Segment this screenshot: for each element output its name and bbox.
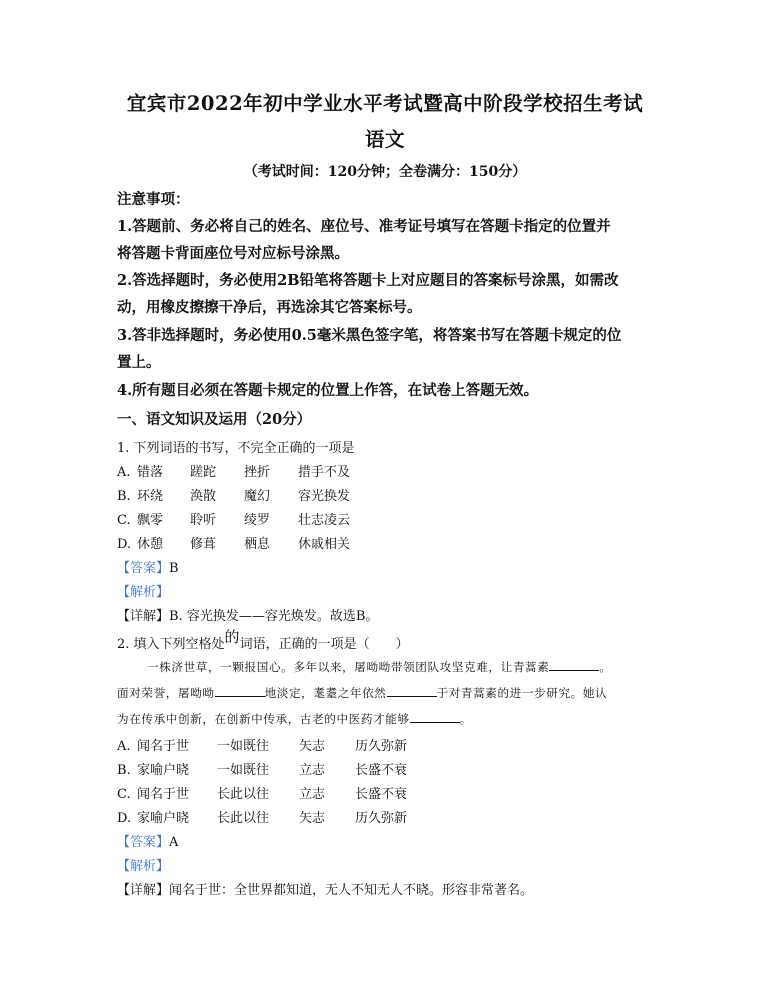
note-2a: 2.答选择题时，务必使用2B铅笔将答题卡上对应题目的答案标号涂黑，如需改 (117, 272, 619, 289)
q1-option-b: B. 环绕 涣散 魔幻 容光换发 (117, 489, 351, 504)
q2-answer (117, 831, 178, 850)
note-2b: 动，用橡皮擦擦干净后，再选涂其它答案标号。 (117, 299, 422, 316)
note-1a: 1.答题前、务必将自己的姓名、座位号、准考证号填写在答题卡指定的位置并 (117, 218, 611, 235)
exam-title: 宜宾市2022年初中学业水平考试暨高中阶段学校招生考试 (126, 92, 644, 115)
detail-tag: 【详解】 (117, 609, 170, 624)
q2-passage-line-1: 一株济世草，一颗报国心。多年以来，屠呦呦带领团队攻坚克难，让青蒿素 。 (147, 660, 612, 674)
q2-passage-line-3: 为在传承中创新，在创新中传承，古老的中医药才能够 。 (117, 712, 472, 726)
q1-option-c: C. 飘零 聆听 绫罗 壮志凌云 (117, 513, 351, 528)
exam-info: （考试时间：120分钟；全卷满分：150分） (243, 164, 527, 180)
answer-value: A (169, 835, 179, 850)
detail-text: 闻名于世：全世界都知道，无人不知无人不晓。形容非常著名。 (169, 883, 534, 898)
q1-option-a: A. 错落 蹉跎 挫折 措手不及 (117, 465, 351, 480)
detail-tag: 【详解】 (117, 883, 170, 898)
note-3b: 置上。 (117, 354, 161, 371)
q2-stem: 2. 填入下列空格处的词语，正确的一项是（ ） (117, 628, 409, 652)
answer-tag: 【答案】 (117, 561, 170, 576)
detail-text: B. 容光换发——容光焕发。故选B。 (169, 609, 379, 624)
q2-option-d: D. 家喻户晓 长此以往 矢志 历久弥新 (117, 811, 408, 826)
q1-analysis-tag: 【解析】 (117, 585, 170, 600)
notes-heading: 注意事项： (117, 191, 190, 208)
section-heading: 一、语文知识及运用（20分） (117, 411, 312, 428)
q1-option-d: D. 休憩 修葺 栖息 休戚相关 (117, 537, 351, 552)
q1-answer (117, 557, 179, 576)
q2-detail (117, 879, 533, 898)
q2-option-c: C. 闻名于世 长此以往 立志 长盛不衰 (117, 787, 408, 802)
answer-tag: 【答案】 (117, 835, 170, 850)
blank-4 (410, 712, 460, 723)
q1-detail (117, 605, 378, 624)
answer-value: B (169, 561, 179, 576)
q1-stem: 1. 下列词语的书写，不完全正确的一项是 (117, 441, 355, 456)
note-1b: 将答题卡背面座位号对应标号涂黑。 (117, 245, 349, 262)
q2-passage-line-2: 面对荣誉，屠呦呦 地淡定，耄耋之年依然 于对青蒿素的进一步研究。她认 (117, 686, 608, 700)
subject-title: 语文 (364, 128, 405, 151)
q2-option-b: B. 家喻户晓 一如既往 立志 长盛不衰 (117, 763, 408, 778)
q2-analysis-tag: 【解析】 (117, 859, 170, 874)
note-4: 4.所有题目必须在答题卡规定的位置上作答，在试卷上答题无效。 (117, 382, 539, 399)
q2-option-a: A. 闻名于世 一如既往 矢志 历久弥新 (117, 739, 408, 754)
blank-3 (387, 686, 437, 697)
blank-2 (215, 686, 265, 697)
note-3a: 3.答非选择题时，务必使用0.5毫米黑色签字笔，将答案书写在答题卡规定的位 (117, 327, 622, 344)
blank-1 (549, 660, 599, 671)
